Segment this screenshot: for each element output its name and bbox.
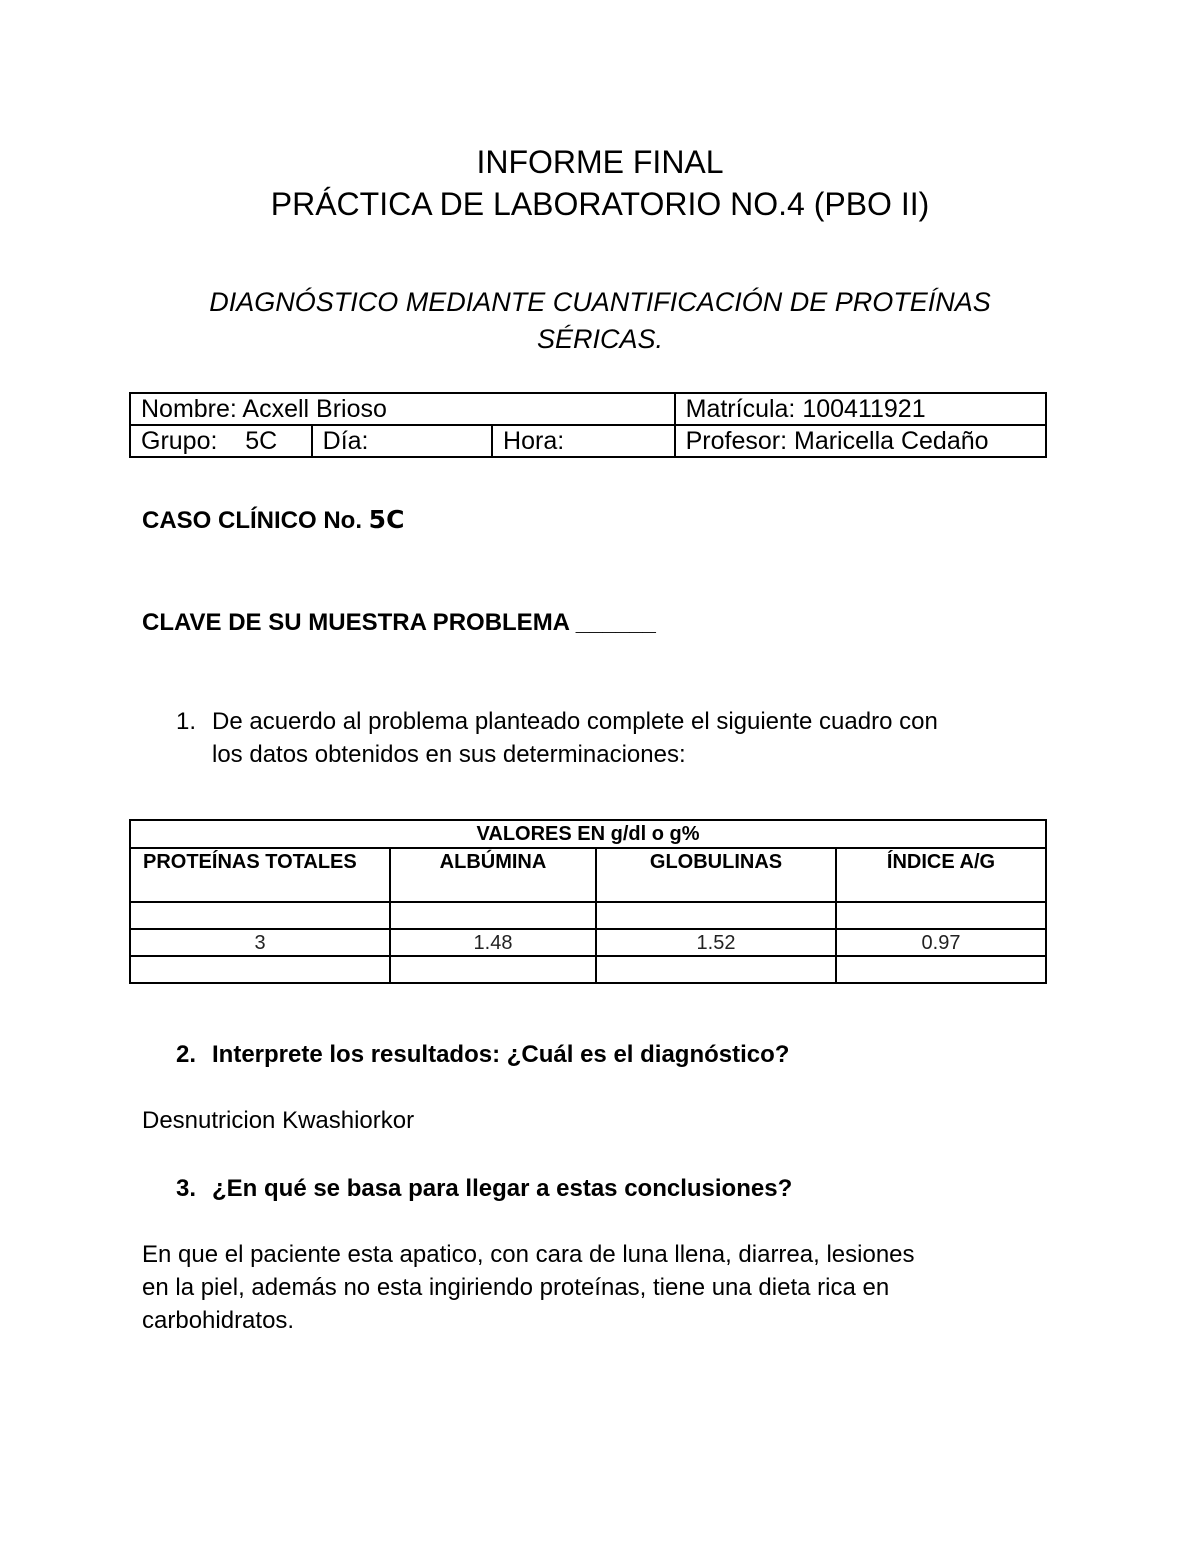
- answer-3-line3: carbohidratos.: [142, 1307, 295, 1334]
- report-subtitle-line2: SÉRICAS.: [536, 324, 664, 354]
- cell-ag-index: [836, 902, 1046, 929]
- answer-3-line2: en la piel, además no esta ingiriendo proteínas, tiene una dieta rica en: [142, 1274, 890, 1301]
- table-row: [130, 956, 1046, 983]
- question-3: [176, 1172, 793, 1205]
- report-subtitle-line1: DIAGNÓSTICO MEDIANTE CUANTIFICACIÓN DE PROTEÍNAS: [209, 287, 991, 317]
- clinical-case-label: CASO CLÍNICO No.: [142, 507, 369, 534]
- question-2-text: Interprete los resultados: ¿Cuál es el diagnóstico?: [212, 1041, 790, 1068]
- cell-ag-index: 0.97: [836, 929, 1046, 956]
- cell-albumin: 1.48: [390, 929, 596, 956]
- table-row: [130, 902, 1046, 929]
- lab-day: Día:: [312, 425, 492, 457]
- question-1-line2: los datos obtenidos en sus determinaciones:: [212, 741, 686, 768]
- sample-key-heading: CLAVE DE SU MUESTRA PROBLEMA ______: [142, 609, 656, 636]
- header-albumin: ALBÚMINA: [390, 848, 596, 902]
- header-total-proteins: PROTEÍNAS TOTALES: [130, 848, 390, 902]
- question-3-number: 3.: [176, 1175, 197, 1202]
- header-globulins: GLOBULINAS: [596, 848, 836, 902]
- protein-values-table: [129, 819, 1047, 984]
- answer-2: Desnutricion Kwashiorkor: [142, 1107, 415, 1134]
- question-3-text: ¿En qué se basa para llegar a estas conclusiones?: [212, 1175, 793, 1202]
- question-1-number: 1.: [176, 708, 197, 735]
- report-title: INFORME FINAL: [476, 144, 724, 180]
- student-group: Grupo: 5C: [130, 425, 312, 457]
- professor-name: Profesor: Maricella Cedaño: [675, 425, 1046, 457]
- question-2: [176, 1038, 790, 1071]
- cell-total-proteins: [130, 956, 390, 983]
- cell-ag-index: [836, 956, 1046, 983]
- cell-albumin: [390, 956, 596, 983]
- cell-total-proteins: [130, 902, 390, 929]
- question-2-number: 2.: [176, 1041, 197, 1068]
- practice-title: PRÁCTICA DE LABORATORIO NO.4 (PBO II): [270, 186, 930, 222]
- clinical-case-heading: [142, 505, 404, 535]
- lab-time: Hora:: [492, 425, 675, 457]
- table-caption: VALORES EN g/dl o g%: [130, 820, 1046, 848]
- student-name: Nombre: Acxell Brioso: [130, 393, 675, 425]
- clinical-case-number: 5C: [368, 505, 405, 534]
- answer-3-line1: En que el paciente esta apatico, con cara de luna llena, diarrea, lesiones: [142, 1241, 915, 1268]
- cell-total-proteins: 3: [130, 929, 390, 956]
- header-ag-index: ÍNDICE A/G: [836, 848, 1046, 902]
- student-id: Matrícula: 100411921: [675, 393, 1046, 425]
- cell-albumin: [390, 902, 596, 929]
- cell-globulins: [596, 902, 836, 929]
- student-info-table: [129, 392, 1047, 458]
- cell-globulins: 1.52: [596, 929, 836, 956]
- answer-3: [142, 1238, 1042, 1337]
- question-1: [176, 705, 938, 771]
- cell-globulins: [596, 956, 836, 983]
- question-1-line1: De acuerdo al problema planteado complete el siguiente cuadro con: [212, 708, 938, 735]
- table-row: [130, 929, 1046, 956]
